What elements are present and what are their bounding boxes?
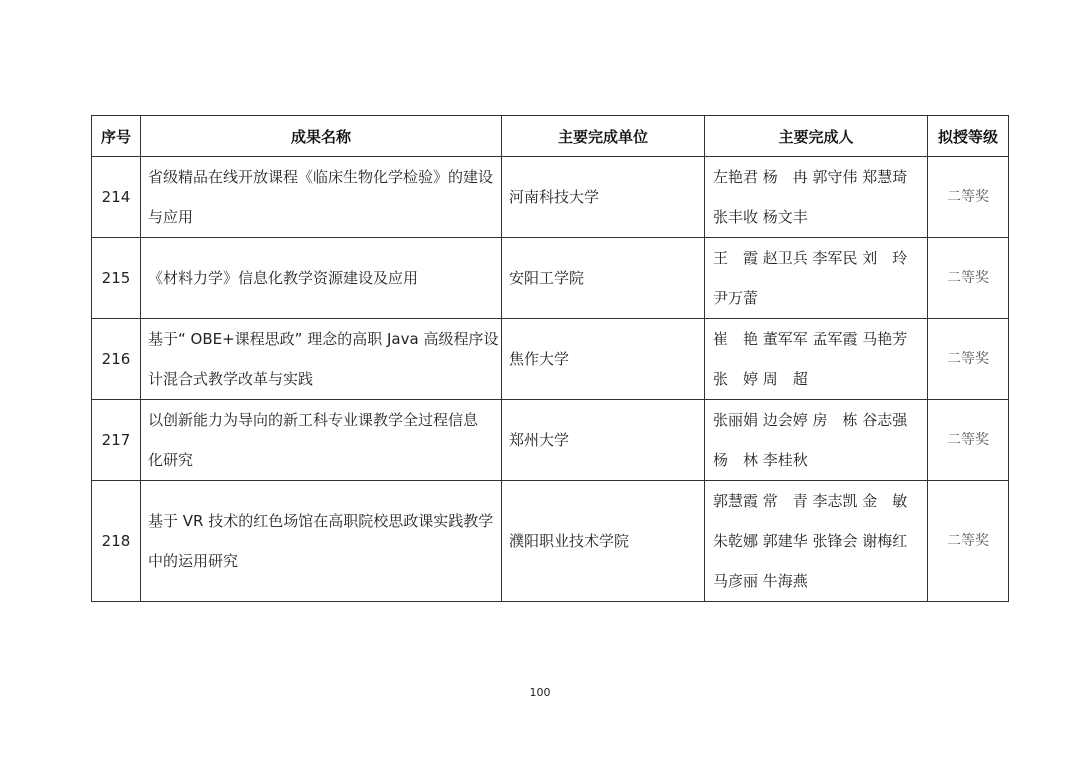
header-people: 主要完成人 [705, 116, 928, 157]
table-row [92, 481, 1009, 602]
row-title [141, 481, 502, 602]
row-people [705, 157, 928, 238]
title-line: 与应用 [148, 208, 194, 226]
awards-table-container [91, 115, 1008, 602]
title-line: 基于 VR 技术的红色场馆在高职院校思政课实践教学 [148, 512, 494, 530]
row-grade: 二等奖 [928, 238, 1009, 319]
row-title [141, 238, 502, 319]
row-index: 218 [92, 481, 141, 602]
people-line: 张 婷 周 超 [713, 370, 808, 388]
people-line: 王 霞 赵卫兵 李军民 刘 玲 [713, 249, 908, 267]
title-line: 《材料力学》信息化教学资源建设及应用 [148, 269, 419, 287]
title-line: 计混合式教学改革与实践 [148, 370, 314, 388]
people-line: 左艳君 杨 冉 郭守伟 郑慧琦 [713, 168, 908, 186]
row-title [141, 400, 502, 481]
row-title [141, 319, 502, 400]
row-index: 215 [92, 238, 141, 319]
header-index: 序号 [92, 116, 141, 157]
header-unit: 主要完成单位 [502, 116, 705, 157]
row-people [705, 319, 928, 400]
row-grade: 二等奖 [928, 157, 1009, 238]
table-row [92, 400, 1009, 481]
row-people [705, 400, 928, 481]
row-unit: 郑州大学 [502, 400, 705, 481]
table-row [92, 157, 1009, 238]
row-index: 217 [92, 400, 141, 481]
row-people [705, 238, 928, 319]
header-title: 成果名称 [141, 116, 502, 157]
title-line: 基于“ OBE+课程思政” 理念的高职 Java 高级程序设 [148, 330, 499, 348]
table-header-row [92, 116, 1009, 157]
people-line: 马彦丽 牛海燕 [713, 572, 808, 590]
header-grade: 拟授等级 [928, 116, 1009, 157]
people-line: 崔 艳 董军军 孟军霞 马艳芳 [713, 330, 908, 348]
title-line: 省级精品在线开放课程《临床生物化学检验》的建设 [148, 168, 494, 186]
title-line: 化研究 [148, 451, 194, 469]
row-index: 214 [92, 157, 141, 238]
row-grade: 二等奖 [928, 481, 1009, 602]
title-line: 以创新能力为导向的新工科专业课教学全过程信息 [148, 411, 479, 429]
row-index: 216 [92, 319, 141, 400]
title-line: 中的运用研究 [148, 552, 239, 570]
people-line: 朱乾娜 郭建华 张锋会 谢梅红 [713, 532, 908, 550]
row-people [705, 481, 928, 602]
people-line: 尹万蕾 [713, 289, 759, 307]
row-grade: 二等奖 [928, 319, 1009, 400]
people-line: 张丽娟 边会婷 房 栋 谷志强 [713, 411, 908, 429]
row-title [141, 157, 502, 238]
row-unit: 河南科技大学 [502, 157, 705, 238]
table-row [92, 238, 1009, 319]
row-unit: 焦作大学 [502, 319, 705, 400]
row-grade: 二等奖 [928, 400, 1009, 481]
awards-table [91, 115, 1009, 602]
row-unit: 濮阳职业技术学院 [502, 481, 705, 602]
row-unit: 安阳工学院 [502, 238, 705, 319]
people-line: 郭慧霞 常 青 李志凯 金 敏 [713, 492, 908, 510]
page-number: 100 [529, 686, 551, 699]
people-line: 张丰收 杨文丰 [713, 208, 808, 226]
table-row [92, 319, 1009, 400]
people-line: 杨 林 李桂秋 [713, 451, 808, 469]
